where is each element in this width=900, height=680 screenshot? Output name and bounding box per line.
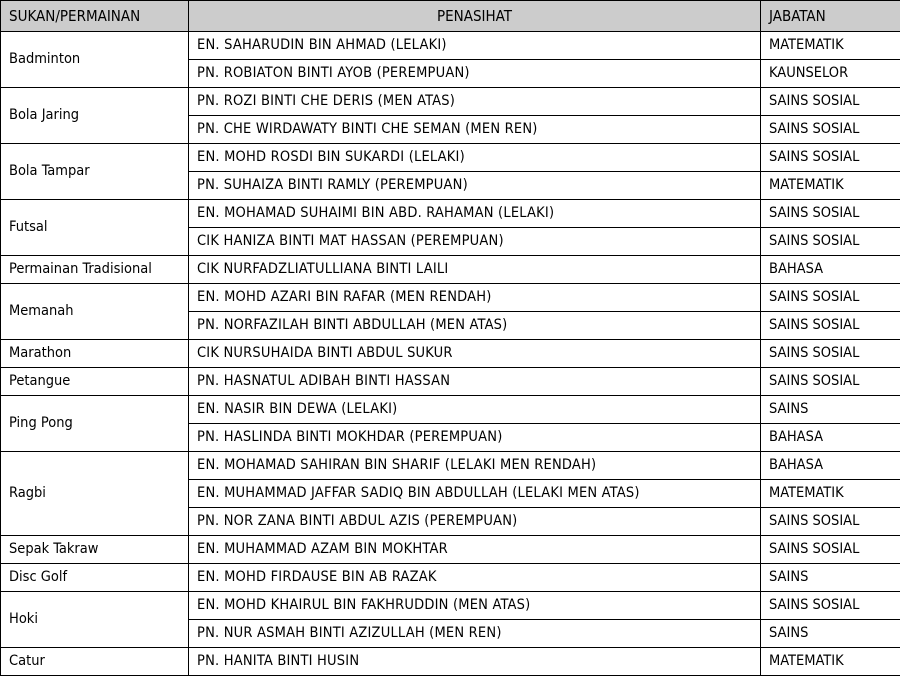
advisor-cell: PN. ROZI BINTI CHE DERIS (MEN ATAS) [189, 88, 761, 116]
department-cell: SAINS SOSIAL [761, 508, 900, 536]
department-cell: MATEMATIK [761, 172, 900, 200]
department-cell: BAHASA [761, 256, 900, 284]
advisor-cell: EN. MOHD KHAIRUL BIN FAKHRUDDIN (MEN ATAS) [189, 592, 761, 620]
advisor-cell: EN. NASIR BIN DEWA (LELAKI) [189, 396, 761, 424]
department-cell: SAINS SOSIAL [761, 340, 900, 368]
sport-cell: Ping Pong [1, 396, 189, 452]
advisor-cell: EN. MOHAMAD SAHIRAN BIN SHARIF (LELAKI MEN RENDAH) [189, 452, 761, 480]
sport-cell: Disc Golf [1, 564, 189, 592]
department-cell: SAINS [761, 620, 900, 648]
advisor-cell: EN. SAHARUDIN BIN AHMAD (LELAKI) [189, 32, 761, 60]
table-row [1, 564, 900, 592]
sport-cell: Ragbi [1, 452, 189, 536]
sport-cell: Petangue [1, 368, 189, 396]
department-cell: SAINS SOSIAL [761, 368, 900, 396]
sport-cell: Hoki [1, 592, 189, 648]
department-cell: BAHASA [761, 452, 900, 480]
advisor-cell: EN. MOHD ROSDI BIN SUKARDI (LELAKI) [189, 144, 761, 172]
table-row [1, 592, 900, 620]
sport-cell: Catur [1, 648, 189, 676]
sport-cell: Marathon [1, 340, 189, 368]
department-cell: SAINS SOSIAL [761, 116, 900, 144]
department-cell: SAINS SOSIAL [761, 88, 900, 116]
department-cell: MATEMATIK [761, 32, 900, 60]
advisor-cell: PN. HANITA BINTI HUSIN [189, 648, 761, 676]
department-cell: SAINS SOSIAL [761, 144, 900, 172]
sport-cell: Memanah [1, 284, 189, 340]
advisor-cell: PN. HASLINDA BINTI MOKHDAR (PEREMPUAN) [189, 424, 761, 452]
table-row [1, 368, 900, 396]
department-cell: SAINS SOSIAL [761, 200, 900, 228]
advisor-cell: EN. MOHAMAD SUHAIMI BIN ABD. RAHAMAN (LELAKI) [189, 200, 761, 228]
advisor-cell: PN. ROBIATON BINTI AYOB (PEREMPUAN) [189, 60, 761, 88]
advisor-cell: PN. HASNATUL ADIBAH BINTI HASSAN [189, 368, 761, 396]
department-cell: SAINS SOSIAL [761, 536, 900, 564]
table-row [1, 284, 900, 312]
sport-cell: Permainan Tradisional [1, 256, 189, 284]
department-cell: SAINS SOSIAL [761, 228, 900, 256]
department-cell: BAHASA [761, 424, 900, 452]
table-row [1, 256, 900, 284]
table-body [1, 32, 900, 676]
department-cell: SAINS SOSIAL [761, 592, 900, 620]
header-advisor: PENASIHAT [189, 1, 761, 32]
advisor-cell: EN. MOHD FIRDAUSE BIN AB RAZAK [189, 564, 761, 592]
sport-cell: Bola Tampar [1, 144, 189, 200]
sport-cell: Sepak Takraw [1, 536, 189, 564]
advisor-cell: CIK HANIZA BINTI MAT HASSAN (PEREMPUAN) [189, 228, 761, 256]
header-sport: SUKAN/PERMAINAN [1, 1, 189, 32]
table-row [1, 536, 900, 564]
department-cell: SAINS SOSIAL [761, 284, 900, 312]
department-cell: MATEMATIK [761, 648, 900, 676]
table-row [1, 396, 900, 424]
table-row [1, 200, 900, 228]
advisor-cell: PN. NORFAZILAH BINTI ABDULLAH (MEN ATAS) [189, 312, 761, 340]
advisor-cell: PN. CHE WIRDAWATY BINTI CHE SEMAN (MEN REN) [189, 116, 761, 144]
advisor-cell: PN. NUR ASMAH BINTI AZIZULLAH (MEN REN) [189, 620, 761, 648]
table-row [1, 452, 900, 480]
table-row [1, 648, 900, 676]
advisor-cell: PN. SUHAIZA BINTI RAMLY (PEREMPUAN) [189, 172, 761, 200]
sport-cell: Futsal [1, 200, 189, 256]
table-row [1, 144, 900, 172]
department-cell: SAINS [761, 564, 900, 592]
sport-cell: Badminton [1, 32, 189, 88]
advisor-cell: PN. NOR ZANA BINTI ABDUL AZIS (PEREMPUAN) [189, 508, 761, 536]
advisor-cell: EN. MUHAMMAD JAFFAR SADIQ BIN ABDULLAH (LELAKI MEN ATAS) [189, 480, 761, 508]
department-cell: SAINS [761, 396, 900, 424]
table-row [1, 340, 900, 368]
header-row [1, 1, 900, 32]
table-row [1, 32, 900, 60]
table-row [1, 88, 900, 116]
advisor-cell: EN. MUHAMMAD AZAM BIN MOKHTAR [189, 536, 761, 564]
department-cell: KAUNSELOR [761, 60, 900, 88]
department-cell: MATEMATIK [761, 480, 900, 508]
header-department: JABATAN [761, 1, 900, 32]
department-cell: SAINS SOSIAL [761, 312, 900, 340]
advisor-cell: CIK NURSUHAIDA BINTI ABDUL SUKUR [189, 340, 761, 368]
advisor-cell: EN. MOHD AZARI BIN RAFAR (MEN RENDAH) [189, 284, 761, 312]
sport-cell: Bola Jaring [1, 88, 189, 144]
advisor-cell: CIK NURFADZLIATULLIANA BINTI LAILI [189, 256, 761, 284]
